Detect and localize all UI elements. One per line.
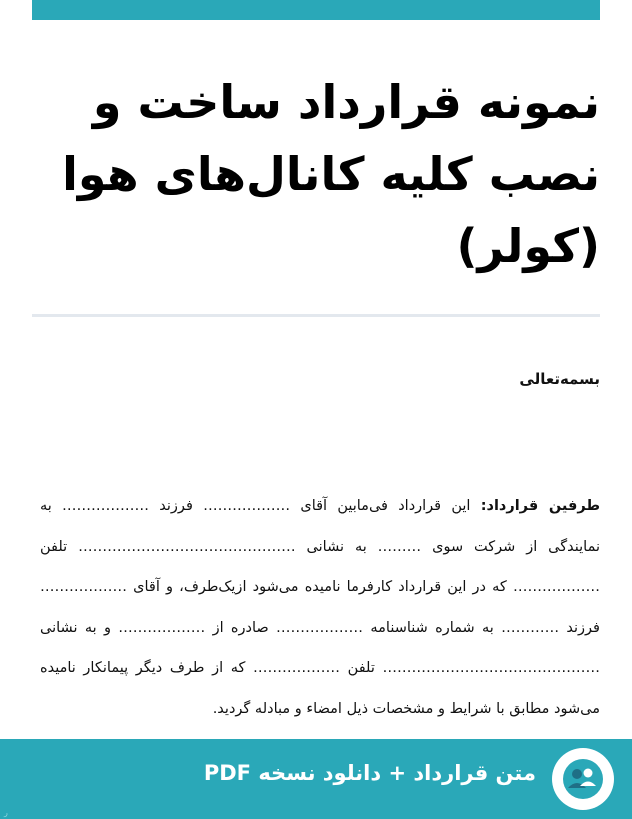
page-title: نمونه قرارداد ساخت و نصب کلیه کانال‌های هوا (کولر) bbox=[62, 75, 600, 273]
bismillah-heading: بسمه‌تعالی bbox=[519, 370, 600, 388]
users-chat-icon-svg bbox=[561, 757, 605, 801]
title-divider bbox=[32, 314, 600, 317]
contract-parties-paragraph bbox=[40, 486, 600, 736]
corner-mark: ر bbox=[4, 808, 8, 817]
download-banner[interactable] bbox=[0, 739, 632, 819]
parties-label: طرفین قرارداد: bbox=[480, 498, 600, 514]
users-chat-icon bbox=[552, 748, 614, 810]
parties-text: این قرارداد فی‌مابین آقای ……………… فرزند ……………… به نمایندگی از شرکت سوی ……… به نشانی ……………………………………… تلفن ……………… که در این قرارداد کارفرما نامیده می‌شود ازیک‌طرف، و آقای ……………… فرزند ………… به شماره شناسنامه ……………… صادره از ……………… و به نشانی ……………………………………… تلفن ……………… که از طرف دیگر پیمانکار نامیده می‌شود مطابق با شرایط و مشخصات ذیل امضاء و مبادله گردید. bbox=[40, 498, 600, 717]
top-accent-bar bbox=[32, 0, 600, 20]
download-cta-text[interactable]: متن قرارداد + دانلود نسخه PDF bbox=[203, 761, 536, 785]
